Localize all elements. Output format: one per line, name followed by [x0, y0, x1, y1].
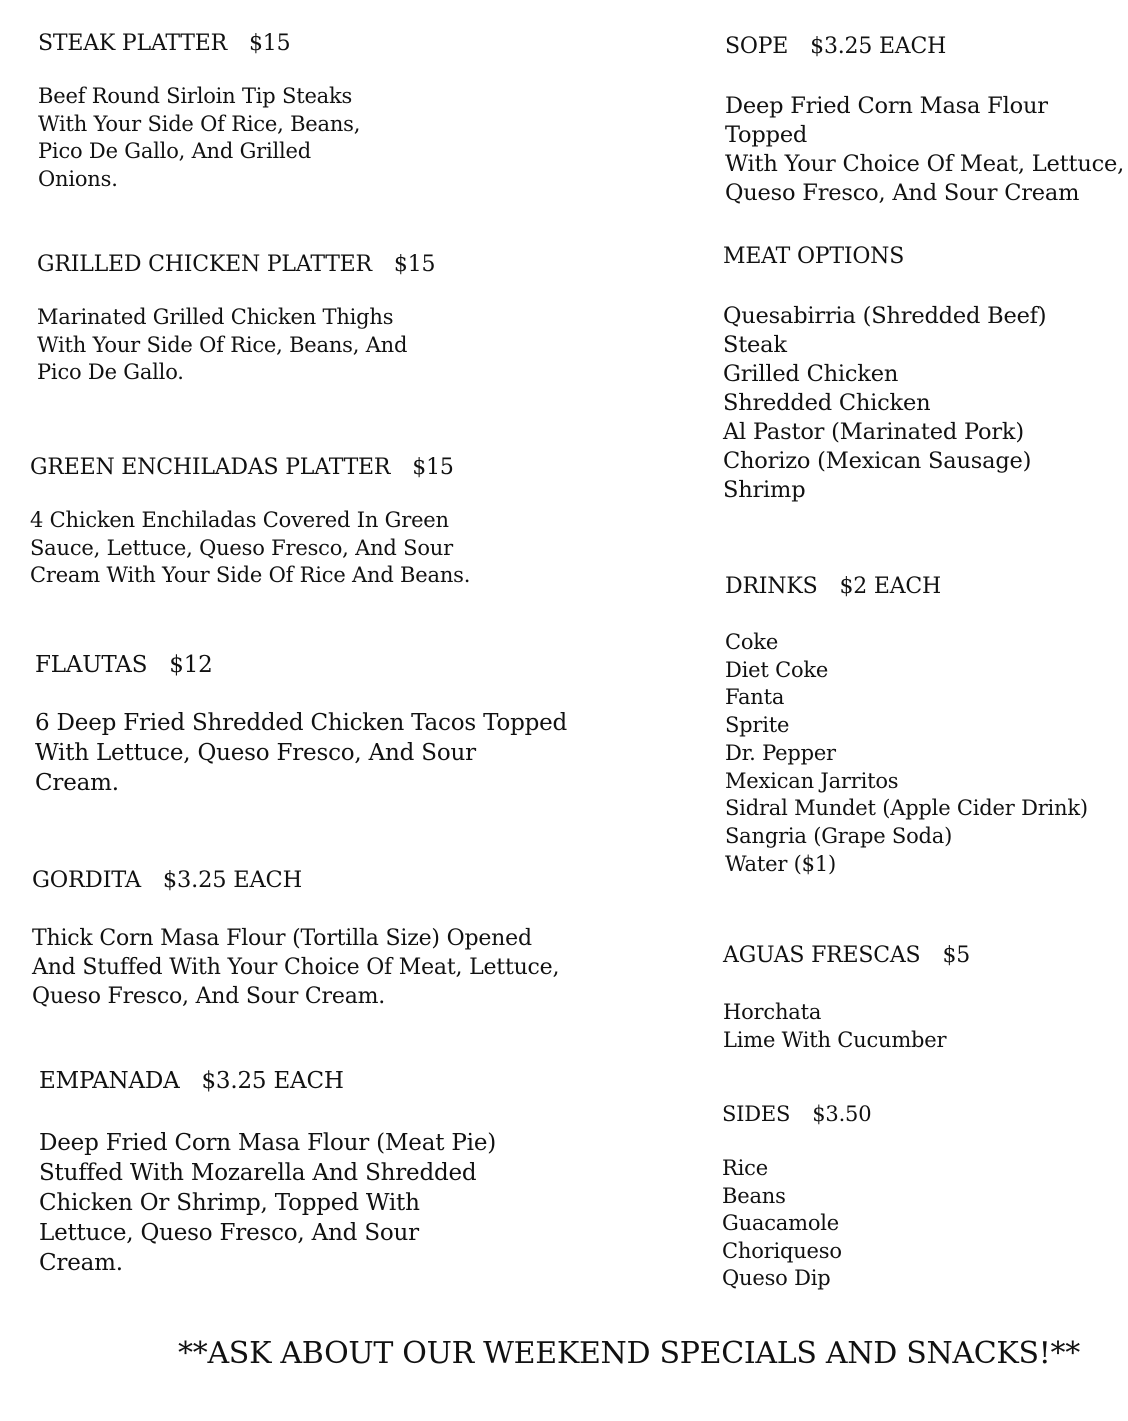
item-heading [39, 1068, 496, 1094]
section-title: AGUAS FRESCAS [723, 943, 921, 968]
description-line: And Stuffed With Your Choice Of Meat, Lettuce, [32, 955, 560, 980]
list-item: Al Pastor (Marinated Pork) [723, 419, 1024, 445]
description-line: Cream. [39, 1250, 123, 1276]
description-line: Thick Corn Masa Flour (Tortilla Size) Opened [32, 926, 532, 951]
item-heading [32, 867, 559, 893]
item-heading [725, 34, 1128, 60]
item-heading [35, 652, 567, 678]
list-item: Queso Dip [722, 1266, 831, 1290]
description-line: Pico De Gallo, And Grilled [38, 139, 312, 163]
item-title: STEAK PLATTER [38, 31, 227, 56]
list-item: Choriqueso [722, 1238, 842, 1263]
item-price: $15 [249, 31, 291, 56]
item-description [725, 92, 1128, 208]
menu-item-flautas [35, 652, 567, 798]
section-price: $5 [942, 943, 971, 968]
item-title: EMPANADA [39, 1068, 180, 1094]
description-line: Chicken Or Shrimp, Topped With [39, 1190, 420, 1216]
description-line: Deep Fried Corn Masa Flour Topped [725, 93, 1048, 148]
menu-item-empanada [39, 1068, 496, 1278]
description-line: With Lettuce, Queso Fresco, And Sour [35, 740, 476, 766]
section-heading: MEAT OPTIONS [723, 244, 905, 269]
item-description [37, 304, 435, 387]
list-item: Horchata [723, 1000, 822, 1024]
drinks-list [725, 629, 1088, 878]
item-description [38, 83, 360, 193]
list-item: Chorizo (Mexican Sausage) [723, 448, 1032, 474]
aguas-frescas-section [723, 943, 970, 1054]
item-title: FLAUTAS [35, 652, 148, 678]
menu-item-green-enchiladas-platter [30, 455, 470, 590]
weekend-specials-note: **ASK ABOUT OUR WEEKEND SPECIALS AND SNACKS!** [178, 1336, 1080, 1371]
item-heading [38, 31, 360, 57]
list-item: Steak [723, 332, 787, 358]
description-line: With Your Side Of Rice, Beans, And [37, 332, 408, 357]
sides-section [722, 1101, 871, 1293]
item-price: $3.25 EACH [201, 1068, 344, 1094]
list-item: Rice [722, 1156, 768, 1180]
meat-options-section [723, 244, 1046, 505]
list-item: Lime With Cucumber [723, 1028, 947, 1052]
section-price: $3.50 [812, 1102, 872, 1126]
description-line: Beef Round Sirloin Tip Steaks [38, 84, 353, 108]
description-line: Queso Fresco, And Sour Cream. [32, 984, 386, 1009]
description-line: Marinated Grilled Chicken Thighs [37, 305, 394, 329]
list-item: Sprite [725, 713, 790, 738]
item-description [30, 507, 470, 590]
list-item: Guacamole [722, 1211, 840, 1235]
item-heading [37, 252, 435, 278]
list-item: Beans [722, 1183, 786, 1208]
item-description [35, 708, 567, 798]
section-title: SIDES [722, 1102, 791, 1126]
list-item: Shrimp [723, 477, 806, 503]
sides-list [722, 1155, 871, 1293]
menu-item-steak-platter [38, 31, 360, 193]
description-line: Cream With Your Side Of Rice And Beans. [30, 563, 471, 587]
item-title: GRILLED CHICKEN PLATTER [37, 252, 372, 277]
list-item: Quesabirria (Shredded Beef) [723, 303, 1047, 329]
item-price: $3.25 EACH [162, 867, 302, 893]
drinks-section [725, 574, 1088, 878]
menu-item-sope [725, 34, 1128, 208]
meat-options-list [723, 302, 1046, 505]
list-item: Sangria (Grape Soda) [725, 823, 953, 848]
description-line: Queso Fresco, And Sour Cream [725, 180, 1080, 206]
description-line: Stuffed With Mozarella And Shredded [39, 1160, 477, 1186]
section-heading [723, 943, 970, 969]
list-item: Mexican Jarritos [725, 768, 899, 793]
section-title: DRINKS [725, 574, 818, 599]
section-heading [722, 1101, 871, 1127]
description-line: 4 Chicken Enchiladas Covered In Green [30, 508, 449, 532]
list-item: Fanta [725, 685, 785, 710]
item-price: $12 [169, 652, 213, 678]
section-price: $2 EACH [839, 574, 942, 599]
list-item: Diet Coke [725, 657, 829, 682]
item-title: SOPE [725, 34, 789, 59]
description-line: 6 Deep Fried Shredded Chicken Tacos Topped [35, 710, 568, 736]
description-line: With Your Choice Of Meat, Lettuce, [725, 151, 1125, 177]
description-line: With Your Side Of Rice, Beans, [38, 111, 361, 136]
description-line: Deep Fried Corn Masa Flour (Meat Pie) [39, 1130, 497, 1156]
description-line: Cream. [35, 770, 119, 796]
item-heading [30, 455, 470, 481]
item-price: $3.25 EACH [810, 34, 947, 59]
item-title: GREEN ENCHILADAS PLATTER [30, 455, 391, 480]
item-price: $15 [412, 455, 454, 480]
item-description [32, 924, 559, 1011]
menu-item-gordita [32, 867, 559, 1011]
item-price: $15 [393, 252, 436, 277]
description-line: Sauce, Lettuce, Queso Fresco, And Sour [30, 535, 453, 560]
description-line: Pico De Gallo. [37, 360, 184, 384]
list-item: Water ($1) [725, 851, 836, 876]
list-item: Grilled Chicken [723, 361, 899, 387]
aguas-frescas-list [723, 998, 970, 1054]
section-heading [725, 574, 1088, 600]
description-line: Lettuce, Queso Fresco, And Sour [39, 1220, 419, 1246]
list-item: Sidral Mundet (Apple Cider Drink) [725, 796, 1088, 821]
item-title: GORDITA [32, 867, 141, 893]
list-item: Shredded Chicken [723, 390, 931, 416]
list-item: Dr. Pepper [725, 740, 836, 765]
description-line: Onions. [38, 166, 118, 191]
menu-item-grilled-chicken-platter [37, 252, 435, 387]
item-description [39, 1128, 496, 1278]
list-item: Coke [725, 630, 779, 654]
